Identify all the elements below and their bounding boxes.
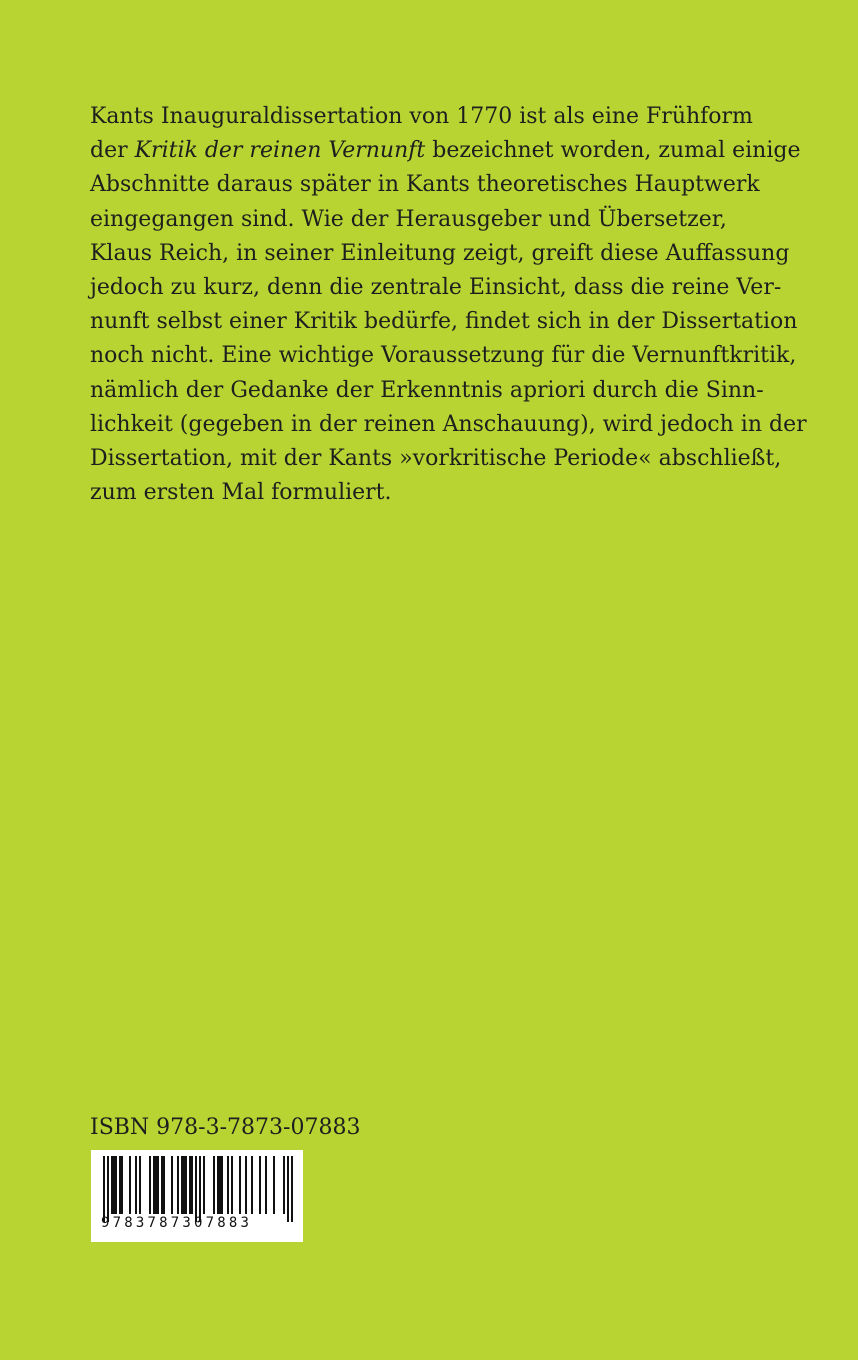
blurb-line: nunft selbst einer Kritik bedürfe, findet sich in der Dissertation <box>90 309 798 335</box>
barcode-bar <box>199 1156 201 1222</box>
barcode-bar <box>245 1156 247 1214</box>
barcode-bar <box>191 1156 193 1214</box>
barcode-bar <box>135 1156 137 1214</box>
blurb-line-with-title <box>90 134 801 168</box>
isbn-label: ISBN 978-3-7873-07883 <box>90 1115 361 1140</box>
blurb-line: noch nicht. Eine wichtige Voraussetzung für die Vernunftkritik, <box>90 343 797 369</box>
blurb-line: Kants Inauguraldissertation von 1770 ist als eine Frühform <box>90 104 753 129</box>
blurb-line: Dissertation, mit der Kants »vorkritische Periode« abschließt, <box>90 446 782 472</box>
barcode-bar <box>231 1156 233 1214</box>
barcode-bar <box>155 1156 157 1214</box>
barcode-bar <box>177 1156 179 1214</box>
barcode-bar <box>291 1156 293 1222</box>
barcode-bar <box>239 1156 241 1214</box>
barcode-bar <box>203 1156 205 1214</box>
barcode-bar <box>157 1156 159 1214</box>
barcode-bar <box>273 1156 275 1214</box>
barcode-bar <box>119 1156 121 1214</box>
barcode-bar <box>195 1156 197 1222</box>
barcode-bar <box>103 1156 105 1222</box>
barcode-bar <box>139 1156 141 1214</box>
barcode-bar <box>265 1156 267 1214</box>
barcode-bar <box>221 1156 223 1214</box>
barcode-bar <box>171 1156 173 1214</box>
barcode-bar <box>163 1156 165 1214</box>
blurb-line: eingegangen sind. Wie der Herausgeber und Übersetzer, <box>90 206 727 232</box>
barcode <box>91 1150 303 1242</box>
barcode-bar <box>217 1156 219 1214</box>
blurb-line: nämlich der Gedanke der Erkenntnis apriori durch die Sinn- <box>90 377 764 403</box>
barcode-bar <box>115 1156 117 1214</box>
barcode-bar <box>161 1156 163 1214</box>
barcode-bar <box>107 1156 109 1222</box>
barcode-bar <box>251 1156 253 1214</box>
barcode-bar <box>121 1156 123 1214</box>
blurb-line-prefix: der <box>90 138 135 164</box>
barcode-bar <box>111 1156 113 1214</box>
barcode-bar <box>153 1156 155 1214</box>
barcode-bar <box>227 1156 229 1214</box>
blurb-line: jedoch zu kurz, denn die zentrale Einsicht, dass die reine Ver- <box>90 275 782 301</box>
back-cover-blurb <box>90 100 807 510</box>
barcode-bar <box>183 1156 185 1214</box>
barcode-bar <box>189 1156 191 1214</box>
barcode-digits: 9783787307883 <box>101 1215 253 1231</box>
barcode-bar <box>283 1156 285 1214</box>
barcode-bar <box>287 1156 289 1222</box>
blurb-line: Abschnitte daraus später in Kants theoretisches Hauptwerk <box>90 172 760 198</box>
barcode-bar <box>259 1156 261 1214</box>
barcode-bar <box>219 1156 221 1214</box>
book-title-italic: Kritik der reinen Vernunft <box>134 138 426 164</box>
barcode-bar <box>213 1156 215 1214</box>
barcode-bar <box>185 1156 187 1214</box>
blurb-line: zum ersten Mal formuliert. <box>90 480 392 506</box>
blurb-line: Klaus Reich, in seiner Einleitung zeigt, greift diese Auffassung <box>90 240 790 266</box>
barcode-bar <box>181 1156 183 1214</box>
blurb-line: lichkeit (gegeben in der reinen Anschauung), wird jedoch in der <box>90 411 807 437</box>
barcode-bar <box>129 1156 131 1214</box>
barcode-bar <box>113 1156 115 1214</box>
barcode-bar <box>149 1156 151 1214</box>
blurb-line-suffix: bezeichnet worden, zumal einige <box>425 138 801 164</box>
